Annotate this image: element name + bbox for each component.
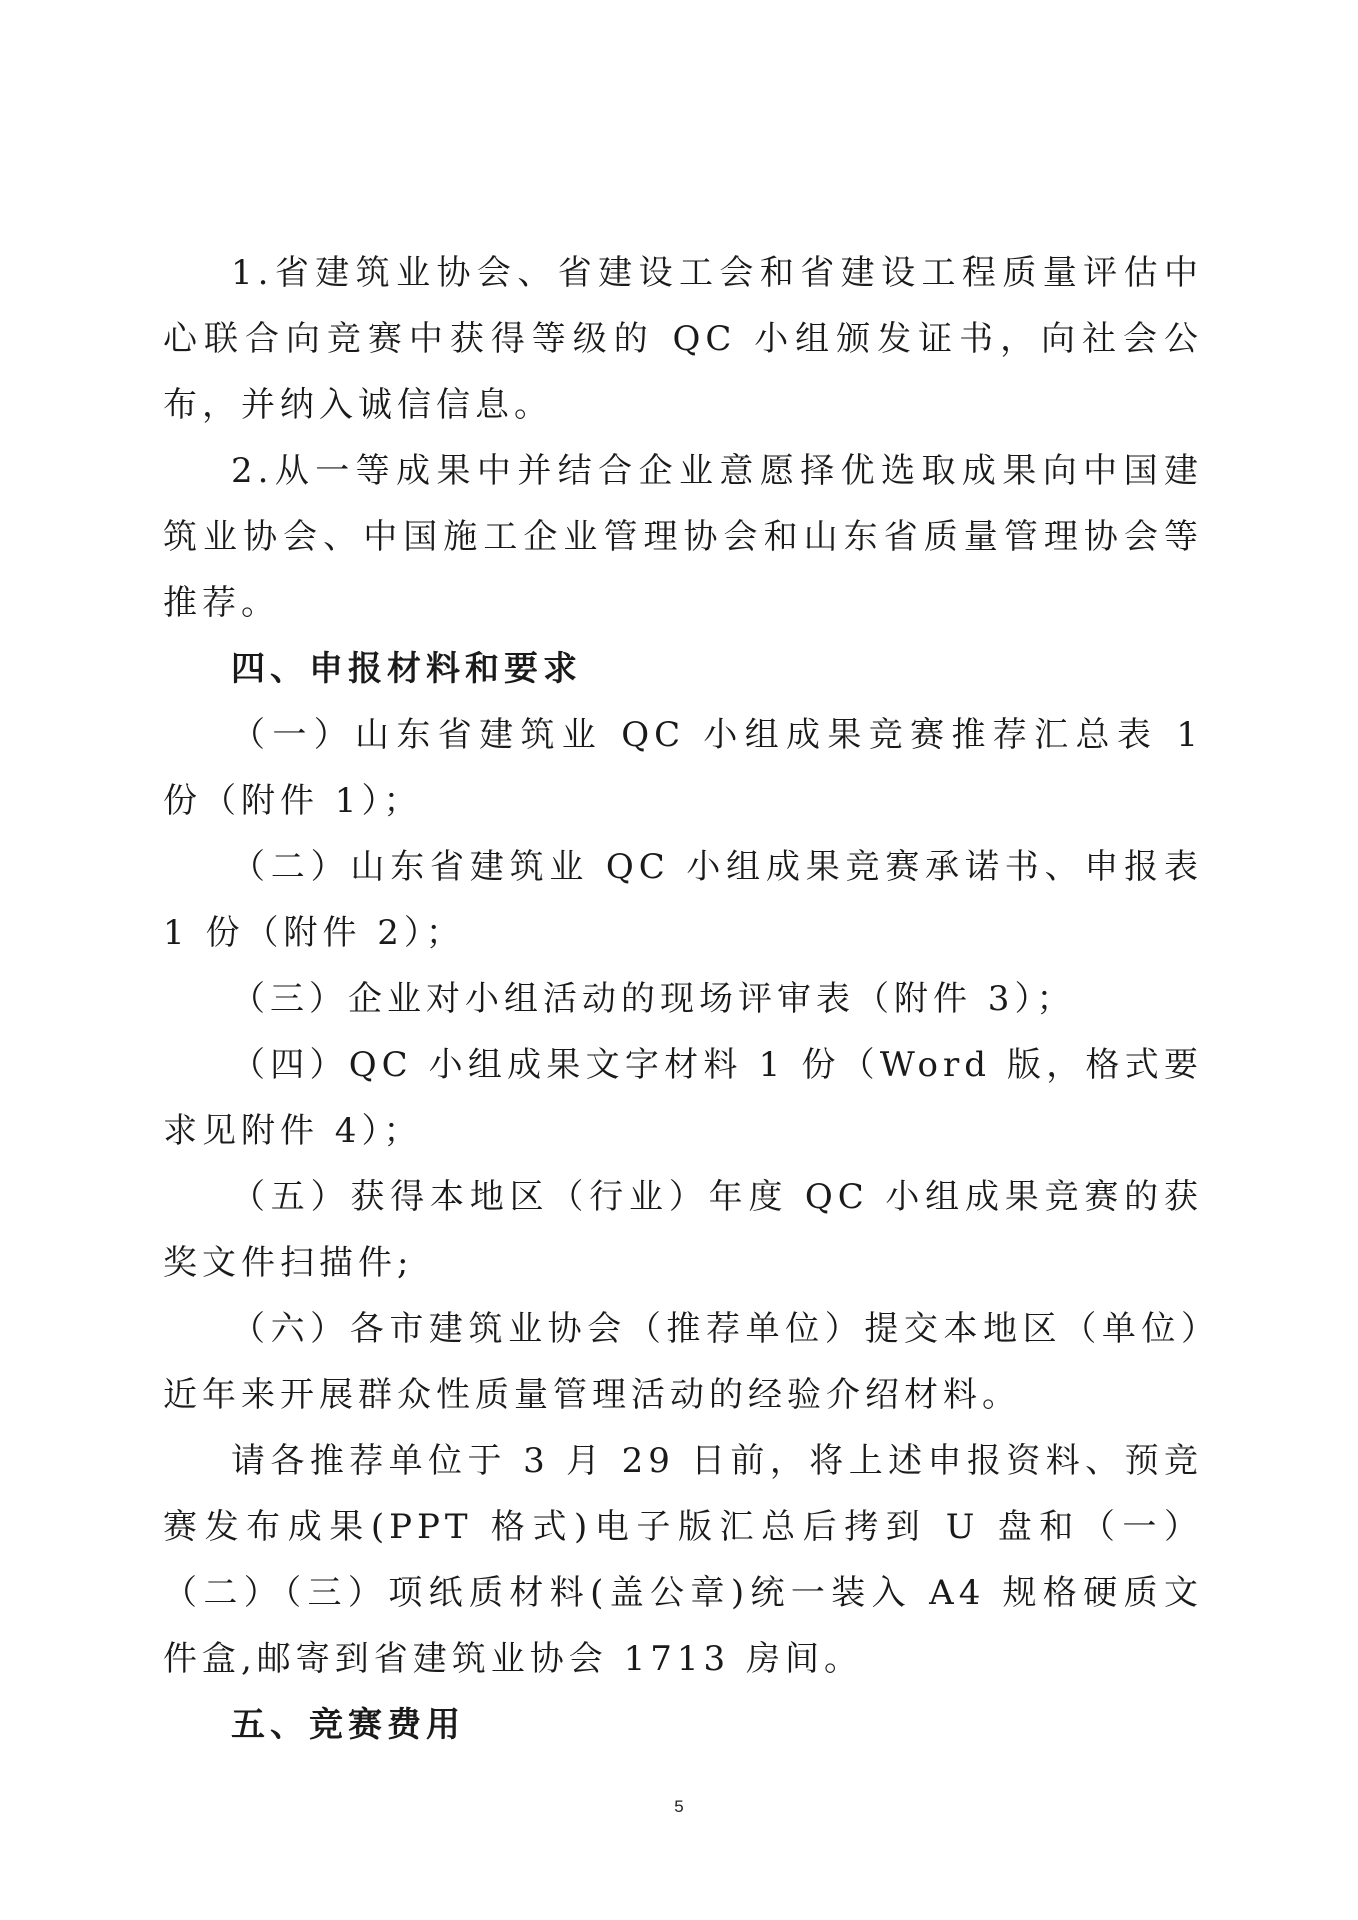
- list-item-6: （六）各市建筑业协会（推荐单位）提交本地区（单位）近年来开展群众性质量管理活动的经验介绍材料。: [163, 1309, 1203, 1415]
- page-number: 5: [674, 1797, 684, 1816]
- list-item-1: （一）山东省建筑业 QC 小组成果竞赛推荐汇总表 1 份（附件 1）；: [163, 715, 1203, 821]
- paragraph-2: 2.从一等成果中并结合企业意愿择优选取成果向中国建筑业协会、中国施工企业管理协会和山东省质量管理协会等推荐。: [163, 451, 1203, 623]
- paragraph-1: 1.省建筑业协会、省建设工会和省建设工程质量评估中心联合向竞赛中获得等级的 QC 小组颁发证书，向社会公布，并纳入诚信信息。: [163, 253, 1203, 425]
- list-item-4: （四）QC 小组成果文字材料 1 份（Word 版，格式要求见附件 4）；: [163, 1045, 1203, 1151]
- list-item-2: （二）山东省建筑业 QC 小组成果竞赛承诺书、申报表 1 份（附件 2）；: [163, 847, 1203, 953]
- list-item-5: （五）获得本地区（行业）年度 QC 小组成果竞赛的获奖文件扫描件;: [163, 1177, 1203, 1283]
- list-item-3: （三）企业对小组活动的现场评审表（附件 3）；: [231, 979, 1076, 1019]
- document-body: [163, 240, 1203, 1758]
- submission-instructions: 请各推荐单位于 3 月 29 日前，将上述申报资料、预竞赛发布成果(PPT 格式)电子版汇总后拷到 U 盘和（一）（二）（三）项纸质材料(盖公章)统一装入 A4 规格硬质文件盒,邮寄到省建筑业协会 1713 房间。: [163, 1441, 1203, 1679]
- section-heading-4: 四、申报材料和要求: [231, 649, 582, 689]
- section-heading-5: 五、竞赛费用: [231, 1705, 465, 1745]
